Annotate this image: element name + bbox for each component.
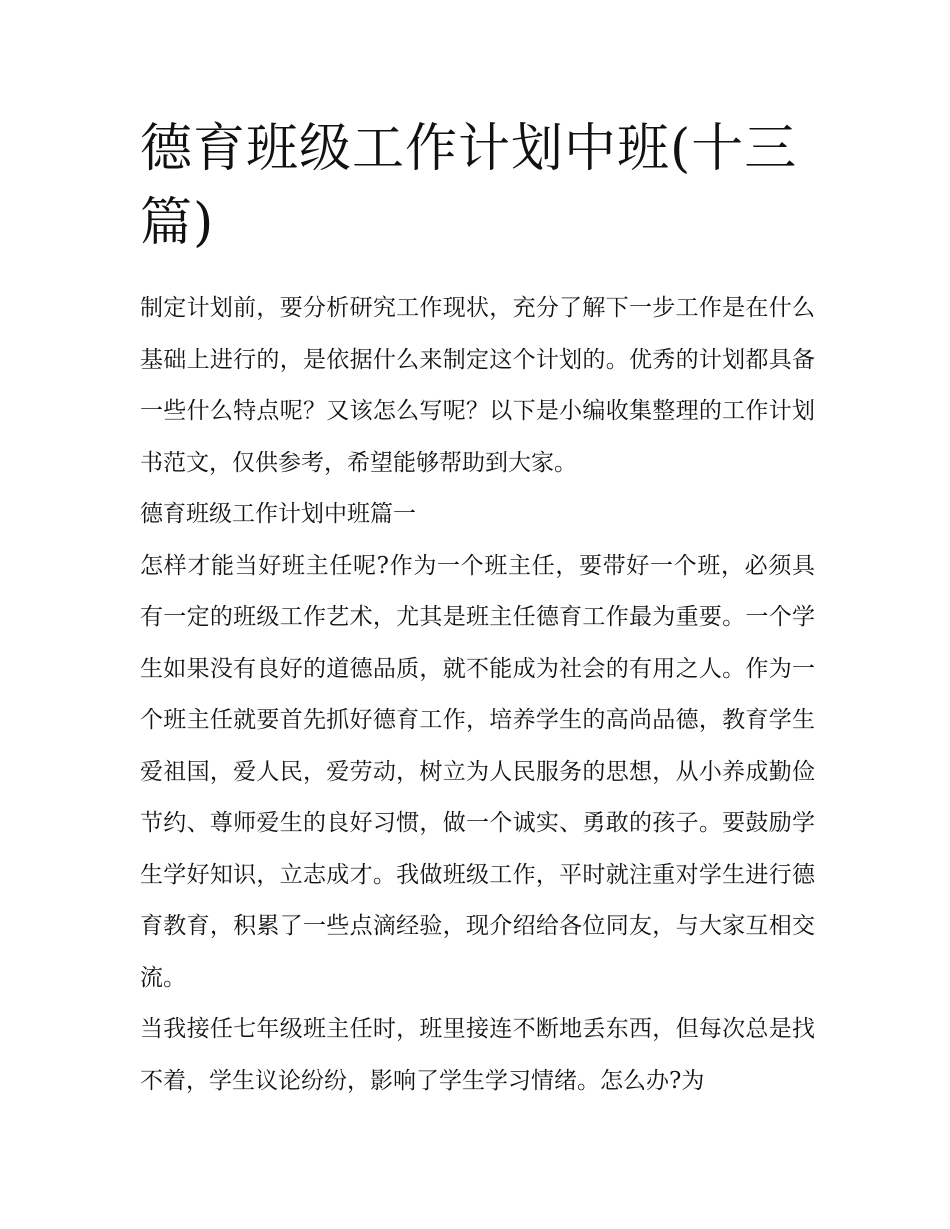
body-paragraph: 怎样才能当好班主任呢?作为一个班主任，要带好一个班，必须具有一定的班级工作艺术，尤其是班主任德育工作最为重要。一个学生如果没有良好的道德品质，就不能成为社会的有用之人。作为一个班主任就要首先抓好德育工作，培养学生的高尚品德，教育学生爱祖国，爱人民，爱劳动，树立为人民服务的思想，从小养成勤俭节约、尊师爱生的良好习惯，做一个诚实、勇敢的孩子。要鼓励学生学好知识，立志成才。我做班级工作，平时就注重对学生进行德育教育，积累了一些点滴经验，现介绍给各位同友，与大家互相交流。	[140, 552, 815, 991]
section-heading: 德育班级工作计划中班篇一	[140, 501, 416, 527]
body-paragraph: 当我接任七年级班主任时，班里接连不断地丢东西，但每次总是找不着，学生议论纷纷，影响了学生学习情绪。怎么办?为	[140, 1016, 815, 1094]
intro-paragraph: 制定计划前，要分析研究工作现状，充分了解下一步工作是在什么基础上进行的，是依据什么来制定这个计划的。优秀的计划都具备一些什么特点呢？又该怎么写呢？以下是小编收集整理的工作计划书范文，仅供参考，希望能够帮助到大家。	[140, 295, 815, 476]
document-title: 德育班级工作计划中班(十三篇)	[140, 119, 798, 253]
document-body	[140, 283, 815, 1107]
